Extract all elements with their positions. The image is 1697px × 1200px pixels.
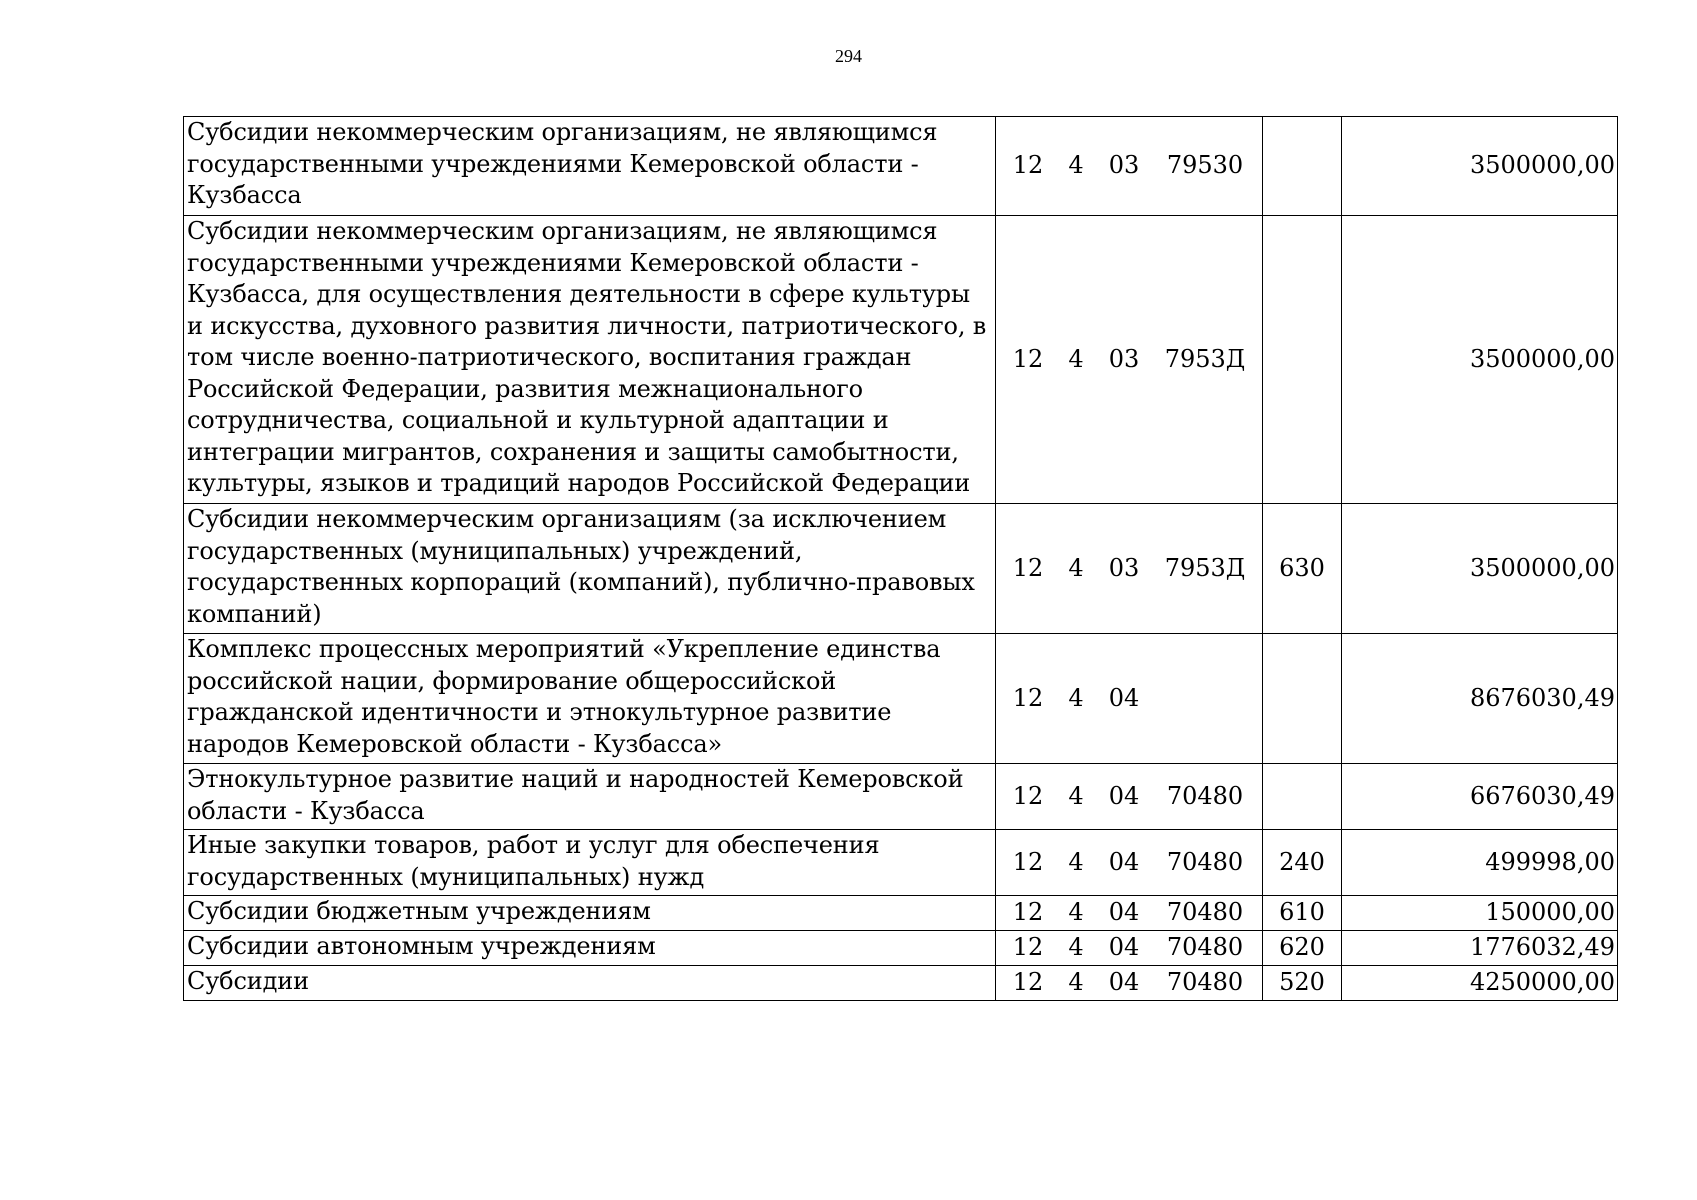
code-chapter: 12 [1012,968,1044,997]
code-group: 04 [1108,847,1140,876]
code-subprogram: 4 [1068,898,1084,927]
expense-type [1263,764,1342,830]
row-name: Субсидии [184,966,996,1001]
code-item: 70480 [1166,898,1244,927]
amount: 3500000,00 [1342,216,1618,504]
row-codes [996,216,1263,504]
table-row [184,634,1618,764]
code-subprogram: 4 [1068,344,1084,373]
code-subprogram: 4 [1068,933,1084,962]
row-name: Субсидии автономным учреждениям [184,931,996,966]
row-name: Иные закупки товаров, работ и услуг для обеспечения государственных (муниципальных) нужд [184,830,996,896]
expense-type [1263,216,1342,504]
code-subprogram: 4 [1068,968,1084,997]
budget-table [183,116,1618,1001]
amount: 499998,00 [1342,830,1618,896]
table-row [184,966,1618,1001]
expense-type: 620 [1263,931,1342,966]
expense-type [1263,117,1342,216]
table-row [184,830,1618,896]
code-item: 70480 [1166,968,1244,997]
code-chapter: 12 [1012,781,1044,810]
code-group: 04 [1108,968,1140,997]
code-group: 04 [1108,781,1140,810]
expense-type: 610 [1263,896,1342,931]
amount: 4250000,00 [1342,966,1618,1001]
row-codes [996,117,1263,216]
row-codes [996,764,1263,830]
table-row [184,764,1618,830]
code-item: 7953Д [1164,344,1246,373]
row-codes [996,634,1263,764]
row-codes [996,504,1263,634]
table-row [184,216,1618,504]
code-chapter: 12 [1012,933,1044,962]
amount: 150000,00 [1342,896,1618,931]
expense-type: 630 [1263,504,1342,634]
code-chapter: 12 [1012,847,1044,876]
row-codes [996,966,1263,1001]
row-name: Субсидии некоммерческим организациям, не являющимся государственными учреждениями Кемеровской области - Кузбасса, для осуществления деятельности в сфере культуры и искусства, духовного развития личности, патриотического, в том числе военно-патриотического, воспитания граждан Российской Федерации, развития межнационального сотрудничества, социальной и культурной адаптации и интеграции мигрантов, сохранения и защиты самобытности, культуры, языков и традиций народов Российской Федерации [184,216,996,504]
code-subprogram: 4 [1068,781,1084,810]
amount: 6676030,49 [1342,764,1618,830]
expense-type: 520 [1263,966,1342,1001]
code-item: 79530 [1166,151,1244,180]
code-group: 03 [1108,553,1140,582]
code-chapter: 12 [1012,683,1044,712]
amount: 8676030,49 [1342,634,1618,764]
code-item: 70480 [1166,781,1244,810]
code-chapter: 12 [1012,344,1044,373]
code-group: 03 [1108,151,1140,180]
code-item: 70480 [1166,847,1244,876]
expense-type [1263,634,1342,764]
code-group: 04 [1108,683,1140,712]
amount: 3500000,00 [1342,504,1618,634]
table-row [184,504,1618,634]
amount: 3500000,00 [1342,117,1618,216]
code-subprogram: 4 [1068,683,1084,712]
expense-type: 240 [1263,830,1342,896]
table-row [184,896,1618,931]
amount: 1776032,49 [1342,931,1618,966]
table-row [184,931,1618,966]
row-name: Этнокультурное развитие наций и народностей Кемеровской области - Кузбасса [184,764,996,830]
code-group: 03 [1108,344,1140,373]
row-codes [996,931,1263,966]
code-group: 04 [1108,933,1140,962]
row-name: Комплекс процессных мероприятий «Укрепление единства российской нации, формирование общероссийской гражданской идентичности и этнокультурное развитие народов Кемеровской области - Кузбасса» [184,634,996,764]
code-chapter: 12 [1012,898,1044,927]
code-subprogram: 4 [1068,151,1084,180]
code-subprogram: 4 [1068,553,1084,582]
row-codes [996,830,1263,896]
row-name: Субсидии некоммерческим организациям, не являющимся государственными учреждениями Кемеровской области - Кузбасса [184,117,996,216]
code-subprogram: 4 [1068,847,1084,876]
row-codes [996,896,1263,931]
code-chapter: 12 [1012,151,1044,180]
row-name: Субсидии некоммерческим организациям (за исключением государственных (муниципальных) учреждений, государственных корпораций (компаний), публично-правовых компаний) [184,504,996,634]
table-row [184,117,1618,216]
code-chapter: 12 [1012,553,1044,582]
page-number: 294 [835,46,862,66]
code-item: 70480 [1166,933,1244,962]
code-item: 7953Д [1164,553,1246,582]
row-name: Субсидии бюджетным учреждениям [184,896,996,931]
code-group: 04 [1108,898,1140,927]
